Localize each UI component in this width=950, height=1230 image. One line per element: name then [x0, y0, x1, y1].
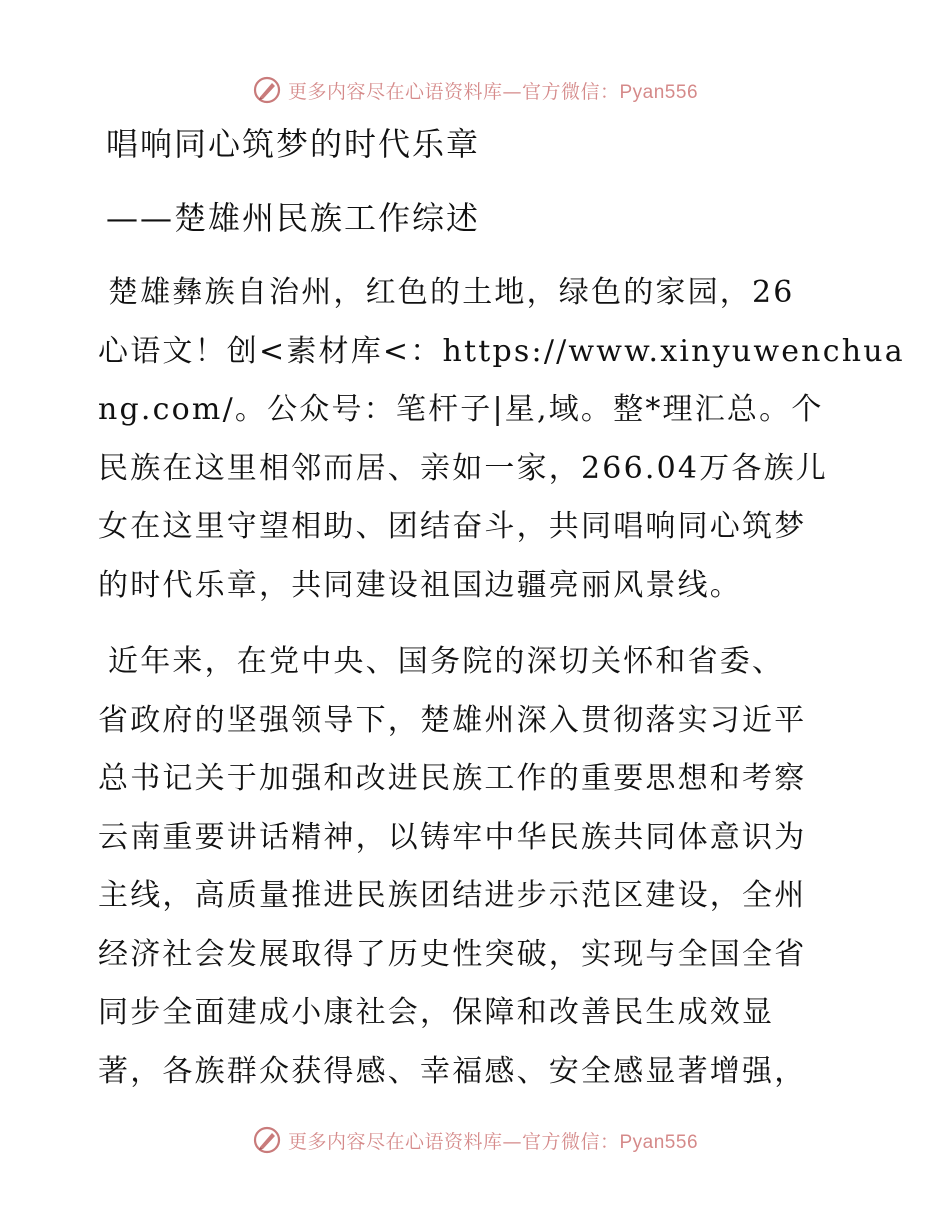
paragraph-1 — [98, 264, 905, 615]
document-title: 唱响同心筑梦的时代乐章 — [106, 125, 481, 163]
paragraph-line: ng.com/。公众号：笔杆子|星,域。整*理汇总。个 — [98, 392, 824, 427]
paragraph-line: 著，各族群众获得感、幸福感、安全感显著增强， — [98, 1053, 807, 1089]
document-subtitle: ——楚雄州民族工作综述 — [106, 199, 481, 237]
footer-watermark — [0, 1120, 950, 1160]
paragraph-line: 云南重要讲话精神，以铸牢中华民族共同体意识为 — [98, 819, 807, 855]
paragraph-line: 省政府的坚强领导下，楚雄州深入贯彻落实习近平 — [98, 702, 807, 738]
watermark-text: 更多内容尽在心语资料库—官方微信：Pyan556 — [287, 1130, 699, 1153]
pen-in-circle-icon — [252, 1125, 282, 1155]
paragraph-line: 经济社会发展取得了历史性突破，实现与全国全省 — [98, 936, 807, 972]
paragraph-line: 民族在这里相邻而居、亲如一家，266.04万各族儿 — [98, 450, 828, 486]
paragraph-line: 楚雄彝族自治州，红色的土地，绿色的家园，26 — [108, 275, 795, 310]
watermark-text: 更多内容尽在心语资料库—官方微信：Pyan556 — [287, 80, 699, 103]
paragraph-line: 主线，高质量推进民族团结进步示范区建设，全州 — [98, 878, 807, 913]
paragraph-line: 的时代乐章，共同建设祖国边疆亮丽风景线。 — [98, 567, 742, 603]
pen-in-circle-icon — [252, 75, 282, 105]
paragraph-line: 女在这里守望相助、团结奋斗，共同唱响同心筑梦 — [98, 509, 807, 544]
paragraph-line: 近年来，在党中央、国务院的深切关怀和省委、 — [108, 644, 785, 679]
header-watermark — [0, 70, 950, 110]
paragraph-line: 心语文！创<素材库<：https://www.xinyuwenchua — [98, 333, 905, 369]
paragraph-2 — [98, 633, 858, 1101]
paragraph-line: 同步全面建成小康社会，保障和改善民生成效显 — [98, 995, 775, 1030]
paragraph-line: 总书记关于加强和改进民族工作的重要思想和考察 — [98, 761, 807, 796]
